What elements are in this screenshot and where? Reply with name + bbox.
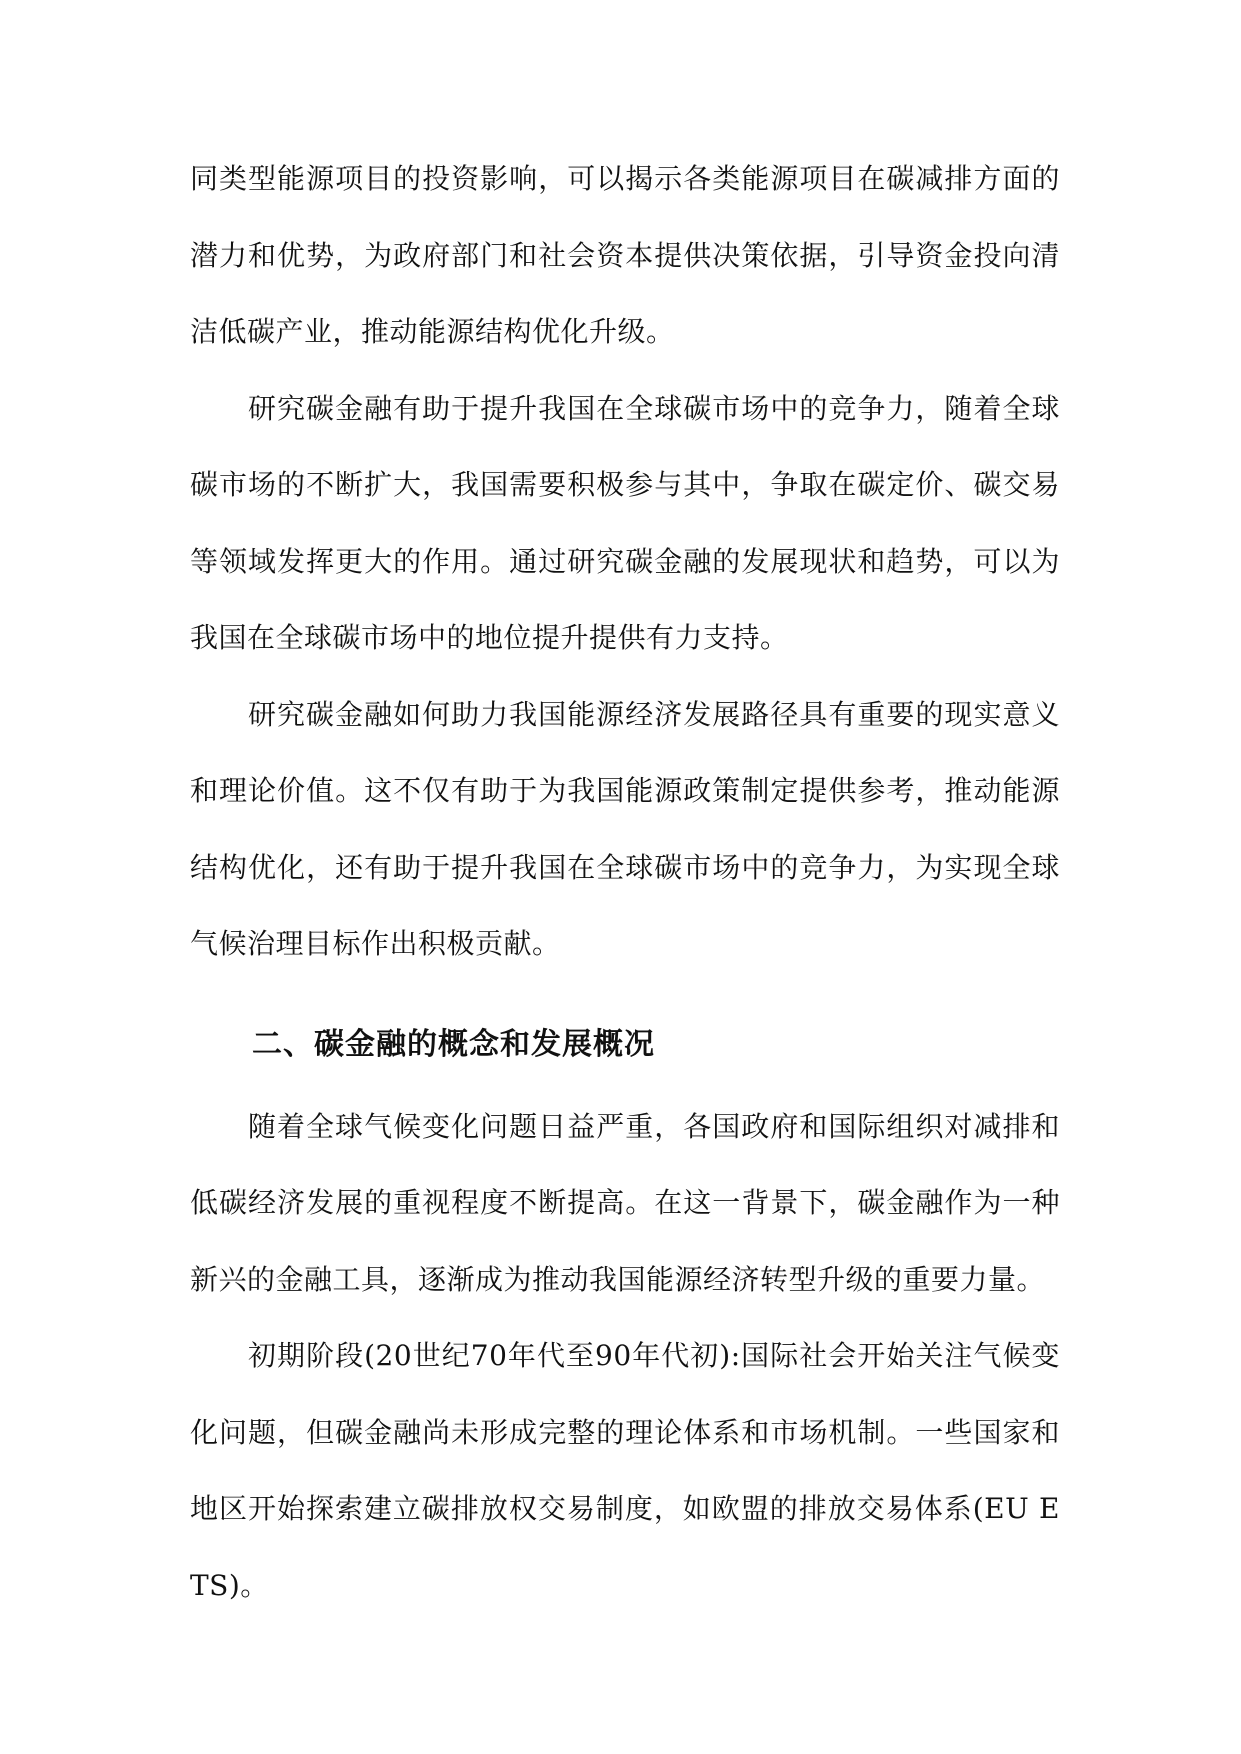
- paragraph-competitiveness: 研究碳金融有助于提升我国在全球碳市场中的竞争力，随着全球碳市场的不断扩大，我国需要积极参与其中，争取在碳定价、碳交易等领域发挥更大的作用。通过研究碳金融的发展现状和趋势，可以为我国在全球碳市场中的地位提升提供有力支持。: [190, 391, 1060, 654]
- paragraph-continuation: 同类型能源项目的投资影响，可以揭示各类能源项目在碳减排方面的潜力和优势，为政府部门和社会资本提供决策依据，引导资金投向清洁低碳产业，推动能源结构优化升级。: [190, 162, 1060, 348]
- spacer: [190, 983, 1060, 1007]
- paragraph-significance: 研究碳金融如何助力我国能源经济发展路径具有重要的现实意义和理论价值。这不仅有助于为我国能源政策制定提供参考，推动能源结构优化，还有助于提升我国在全球碳市场中的竞争力，为实现全球气候治理目标作出积极贡献。: [190, 697, 1060, 960]
- section-heading: 二、碳金融的概念和发展概况: [252, 1026, 655, 1062]
- paragraph-background: 随着全球气候变化问题日益严重，各国政府和国际组织对减排和低碳经济发展的重视程度不断提高。在这一背景下，碳金融作为一种新兴的金融工具，逐渐成为推动我国能源经济转型升级的重要力量。: [190, 1109, 1060, 1296]
- paragraph-initial-stage: 初期阶段(20世纪70年代至90年代初):国际社会开始关注气候变化问题，但碳金融尚未形成完整的理论体系和市场机制。一些国家和地区开始探索建立碳排放权交易制度，如欧盟的排放交易体系(EU ETS)。: [190, 1339, 1060, 1602]
- document-body: [190, 141, 1060, 1624]
